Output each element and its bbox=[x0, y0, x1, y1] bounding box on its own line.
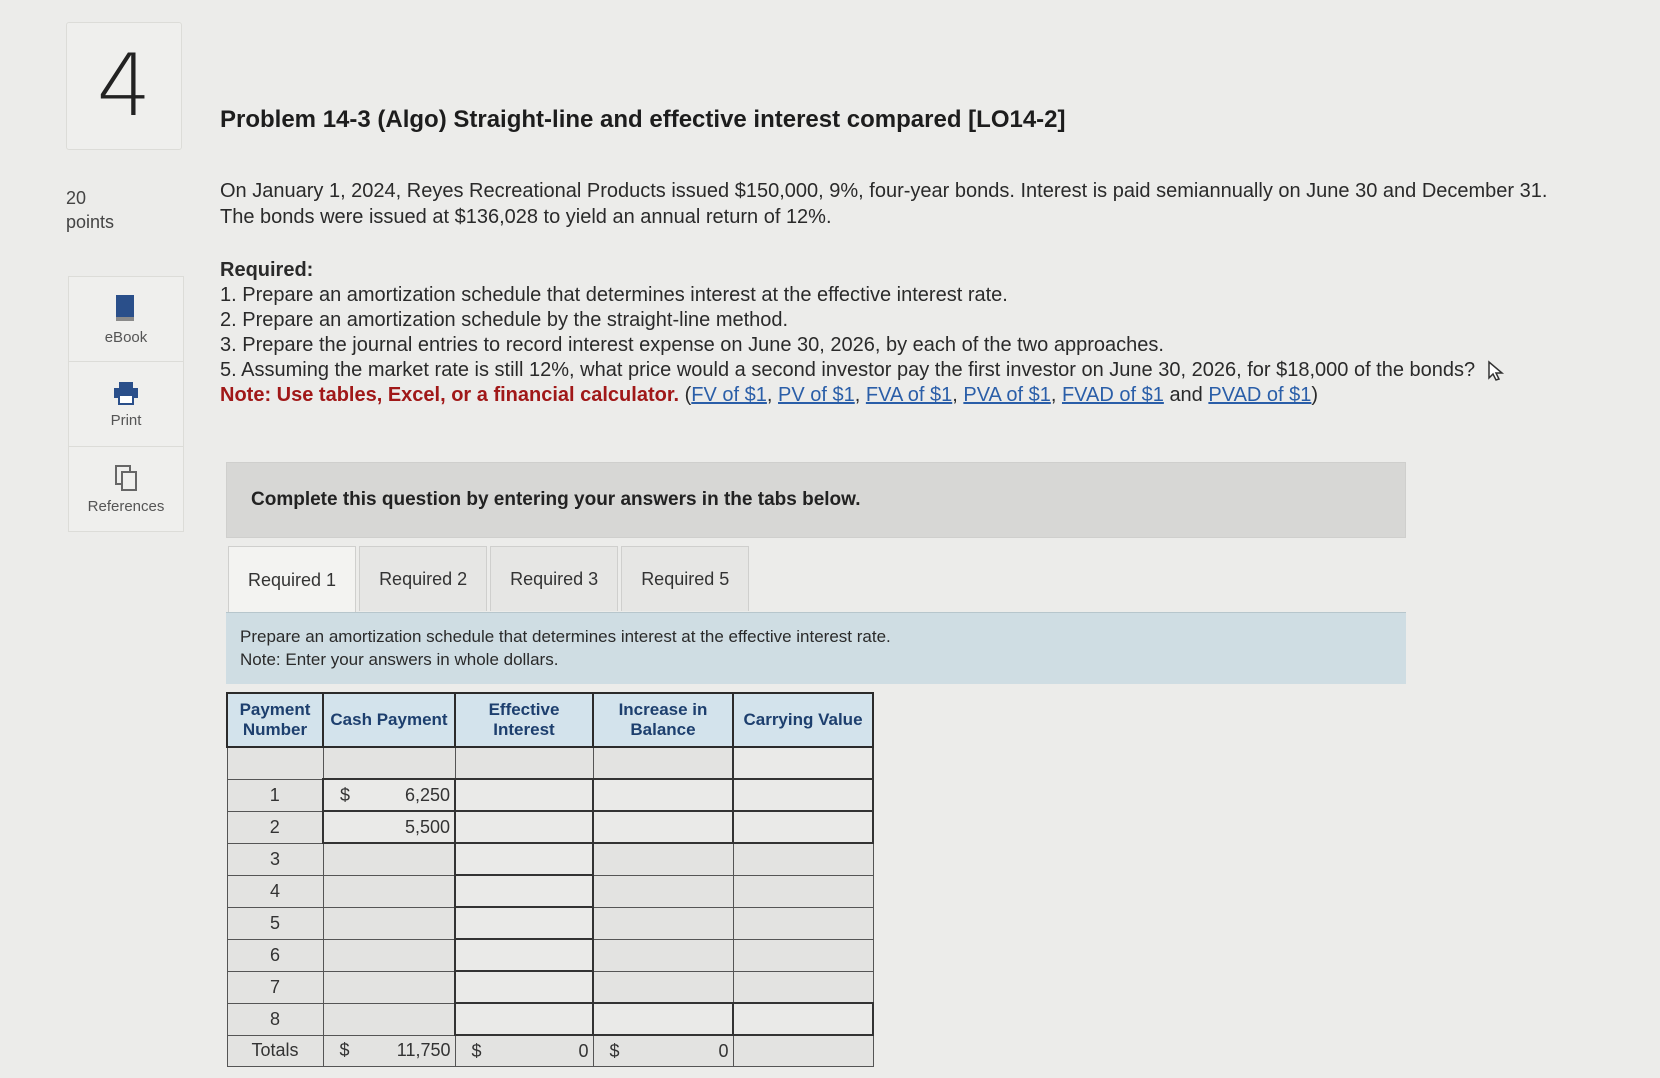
payment-number: 1 bbox=[227, 779, 323, 811]
note-label: Note: Use tables, Excel, or a financial calculator. bbox=[220, 384, 680, 406]
instruction-banner: Complete this question by entering your answers in the tabs below. bbox=[226, 462, 1406, 538]
dollar-sign: $ bbox=[339, 1040, 350, 1061]
link-pva[interactable]: PVA of $1 bbox=[963, 384, 1051, 406]
carrying-value-cell bbox=[733, 907, 873, 939]
header-carrying-value: Carrying Value bbox=[733, 693, 873, 747]
cell-blank bbox=[323, 747, 455, 779]
payment-number: 5 bbox=[227, 907, 323, 939]
link-fvad[interactable]: FVAD of $1 bbox=[1061, 384, 1164, 406]
total-cash-payment bbox=[323, 1035, 455, 1067]
increase-balance-cell bbox=[593, 907, 733, 939]
total-interest-value: 0 bbox=[578, 1040, 589, 1061]
problem-intro: On January 1, 2024, Reyes Recreational Products issued $150,000, 9%, four-year bonds. Interest is paid semiannually on June 30 and December 31. The bonds were issued at $136,028 to yield an annual return of 12%. bbox=[220, 180, 1548, 228]
required-item-5-text: 5. Assuming the market rate is still 12%, what price would a second investor pay the first investor on June 30, 2026, for $18,000 of the bonds? bbox=[220, 359, 1476, 381]
amortization-table bbox=[226, 692, 874, 1067]
dollar-sign: $ bbox=[340, 784, 351, 805]
cash-payment-cell bbox=[323, 779, 455, 811]
required-section bbox=[220, 258, 1550, 408]
references-label: References bbox=[87, 497, 165, 515]
payment-number: 6 bbox=[227, 939, 323, 971]
note-links: (FV of $1, PV of $1, FVA of $1, PVA of $1, FVAD of $1 and PVAD of $1) bbox=[684, 384, 1319, 406]
header-effective-interest: Effective Interest bbox=[455, 693, 593, 747]
panel-line-1: Prepare an amortization schedule that determines interest at the effective interest rate. bbox=[240, 627, 891, 646]
payment-number: 7 bbox=[227, 971, 323, 1003]
cash-payment-cell bbox=[323, 843, 455, 875]
total-increase-balance bbox=[593, 1035, 733, 1067]
mouse-cursor-icon bbox=[1487, 360, 1505, 382]
references-button[interactable] bbox=[69, 447, 183, 531]
tab-required-5[interactable]: Required 5 bbox=[621, 546, 749, 611]
effective-interest-input[interactable] bbox=[455, 939, 593, 971]
carrying-value-input[interactable] bbox=[733, 747, 873, 779]
tool-panel bbox=[68, 276, 184, 532]
table-row bbox=[227, 875, 873, 907]
printer-icon bbox=[112, 380, 140, 406]
totals-label: Totals bbox=[227, 1035, 323, 1067]
total-cash-value: 11,750 bbox=[396, 1040, 451, 1061]
tab-bar bbox=[228, 546, 749, 613]
print-label: Print bbox=[110, 411, 142, 429]
payment-number: 8 bbox=[227, 1003, 323, 1035]
table-row bbox=[227, 939, 873, 971]
effective-interest-input[interactable] bbox=[455, 971, 593, 1003]
effective-interest-input[interactable] bbox=[455, 875, 593, 907]
required-item-3: 3. Prepare the journal entries to record interest expense on June 30, 2026, by each of the two approaches. bbox=[220, 334, 1164, 356]
carrying-value-input[interactable] bbox=[733, 811, 873, 843]
required-item-1: 1. Prepare an amortization schedule that determines interest at the effective interest rate. bbox=[220, 284, 1008, 306]
carrying-value-cell bbox=[733, 971, 873, 1003]
table-row bbox=[227, 843, 873, 875]
carrying-value-input[interactable] bbox=[733, 779, 873, 811]
ebook-button[interactable] bbox=[69, 277, 183, 362]
link-fv[interactable]: FV of $1 bbox=[691, 384, 767, 406]
dollar-sign: $ bbox=[609, 1040, 620, 1061]
question-number-box bbox=[66, 22, 182, 150]
tab-instructions bbox=[226, 612, 1406, 684]
carrying-value-cell bbox=[733, 843, 873, 875]
increase-balance-input[interactable] bbox=[593, 1003, 733, 1035]
table-row bbox=[227, 907, 873, 939]
question-number: 4 bbox=[96, 36, 152, 136]
effective-interest-input[interactable] bbox=[455, 811, 593, 843]
tab-required-3[interactable]: Required 3 bbox=[490, 546, 618, 611]
header-payment-number: Payment Number bbox=[227, 693, 323, 747]
cell-blank bbox=[593, 747, 733, 779]
cash-payment-cell bbox=[323, 811, 455, 843]
dollar-sign: $ bbox=[471, 1040, 482, 1061]
cash-payment-cell bbox=[323, 939, 455, 971]
effective-interest-input[interactable] bbox=[455, 907, 593, 939]
cash-value: 6,250 bbox=[404, 784, 450, 805]
header-cash-payment: Cash Payment bbox=[323, 693, 455, 747]
print-button[interactable] bbox=[69, 362, 183, 447]
increase-balance-cell bbox=[593, 875, 733, 907]
cell-blank bbox=[227, 747, 323, 779]
header-increase-in-balance: Increase in Balance bbox=[593, 693, 733, 747]
carrying-value-cell bbox=[733, 939, 873, 971]
link-pvad[interactable]: PVAD of $1 bbox=[1208, 384, 1312, 406]
cell-blank bbox=[455, 747, 593, 779]
carrying-value-cell bbox=[733, 1035, 873, 1067]
note-line bbox=[220, 383, 1550, 408]
link-pv[interactable]: PV of $1 bbox=[778, 384, 855, 406]
table-row bbox=[227, 747, 873, 779]
increase-balance-input[interactable] bbox=[593, 811, 733, 843]
increase-balance-cell bbox=[593, 939, 733, 971]
required-item-2: 2. Prepare an amortization schedule by the straight-line method. bbox=[220, 309, 789, 331]
required-item-5 bbox=[220, 358, 1550, 383]
table-row bbox=[227, 811, 873, 843]
carrying-value-cell bbox=[733, 875, 873, 907]
effective-interest-input[interactable] bbox=[455, 1003, 593, 1035]
increase-balance-cell bbox=[593, 971, 733, 1003]
payment-number: 4 bbox=[227, 875, 323, 907]
cash-payment-cell bbox=[323, 971, 455, 1003]
total-effective-interest bbox=[455, 1035, 593, 1067]
carrying-value-input[interactable] bbox=[733, 1003, 873, 1035]
cash-value: 5,500 bbox=[404, 816, 450, 837]
total-increase-value: 0 bbox=[718, 1040, 729, 1061]
totals-row bbox=[227, 1035, 873, 1067]
problem-title: Problem 14-3 (Algo) Straight-line and effective interest compared [LO14-2] bbox=[220, 106, 1066, 133]
points-value: 20 bbox=[66, 188, 87, 208]
points-text: points bbox=[66, 212, 115, 232]
payment-number: 2 bbox=[227, 811, 323, 843]
required-heading: Required: bbox=[220, 259, 314, 281]
link-fva[interactable]: FVA of $1 bbox=[865, 384, 953, 406]
book-icon bbox=[112, 293, 140, 323]
table-row bbox=[227, 1003, 873, 1035]
tab-required-2[interactable]: Required 2 bbox=[359, 546, 487, 611]
increase-balance-cell bbox=[593, 843, 733, 875]
table-row bbox=[227, 779, 873, 811]
panel-line-2: Note: Enter your answers in whole dollars. bbox=[240, 650, 559, 669]
increase-balance-input[interactable] bbox=[593, 779, 733, 811]
table-row bbox=[227, 971, 873, 1003]
effective-interest-input[interactable] bbox=[455, 843, 593, 875]
cash-payment-cell bbox=[323, 1003, 455, 1035]
ebook-label: eBook bbox=[104, 328, 148, 346]
cash-payment-cell bbox=[323, 875, 455, 907]
payment-number: 3 bbox=[227, 843, 323, 875]
effective-interest-input[interactable] bbox=[455, 779, 593, 811]
tab-required-1[interactable]: Required 1 bbox=[228, 546, 356, 613]
references-icon bbox=[113, 464, 139, 492]
cash-payment-cell bbox=[323, 907, 455, 939]
note-and: and bbox=[1169, 384, 1203, 406]
points-label bbox=[66, 186, 114, 234]
